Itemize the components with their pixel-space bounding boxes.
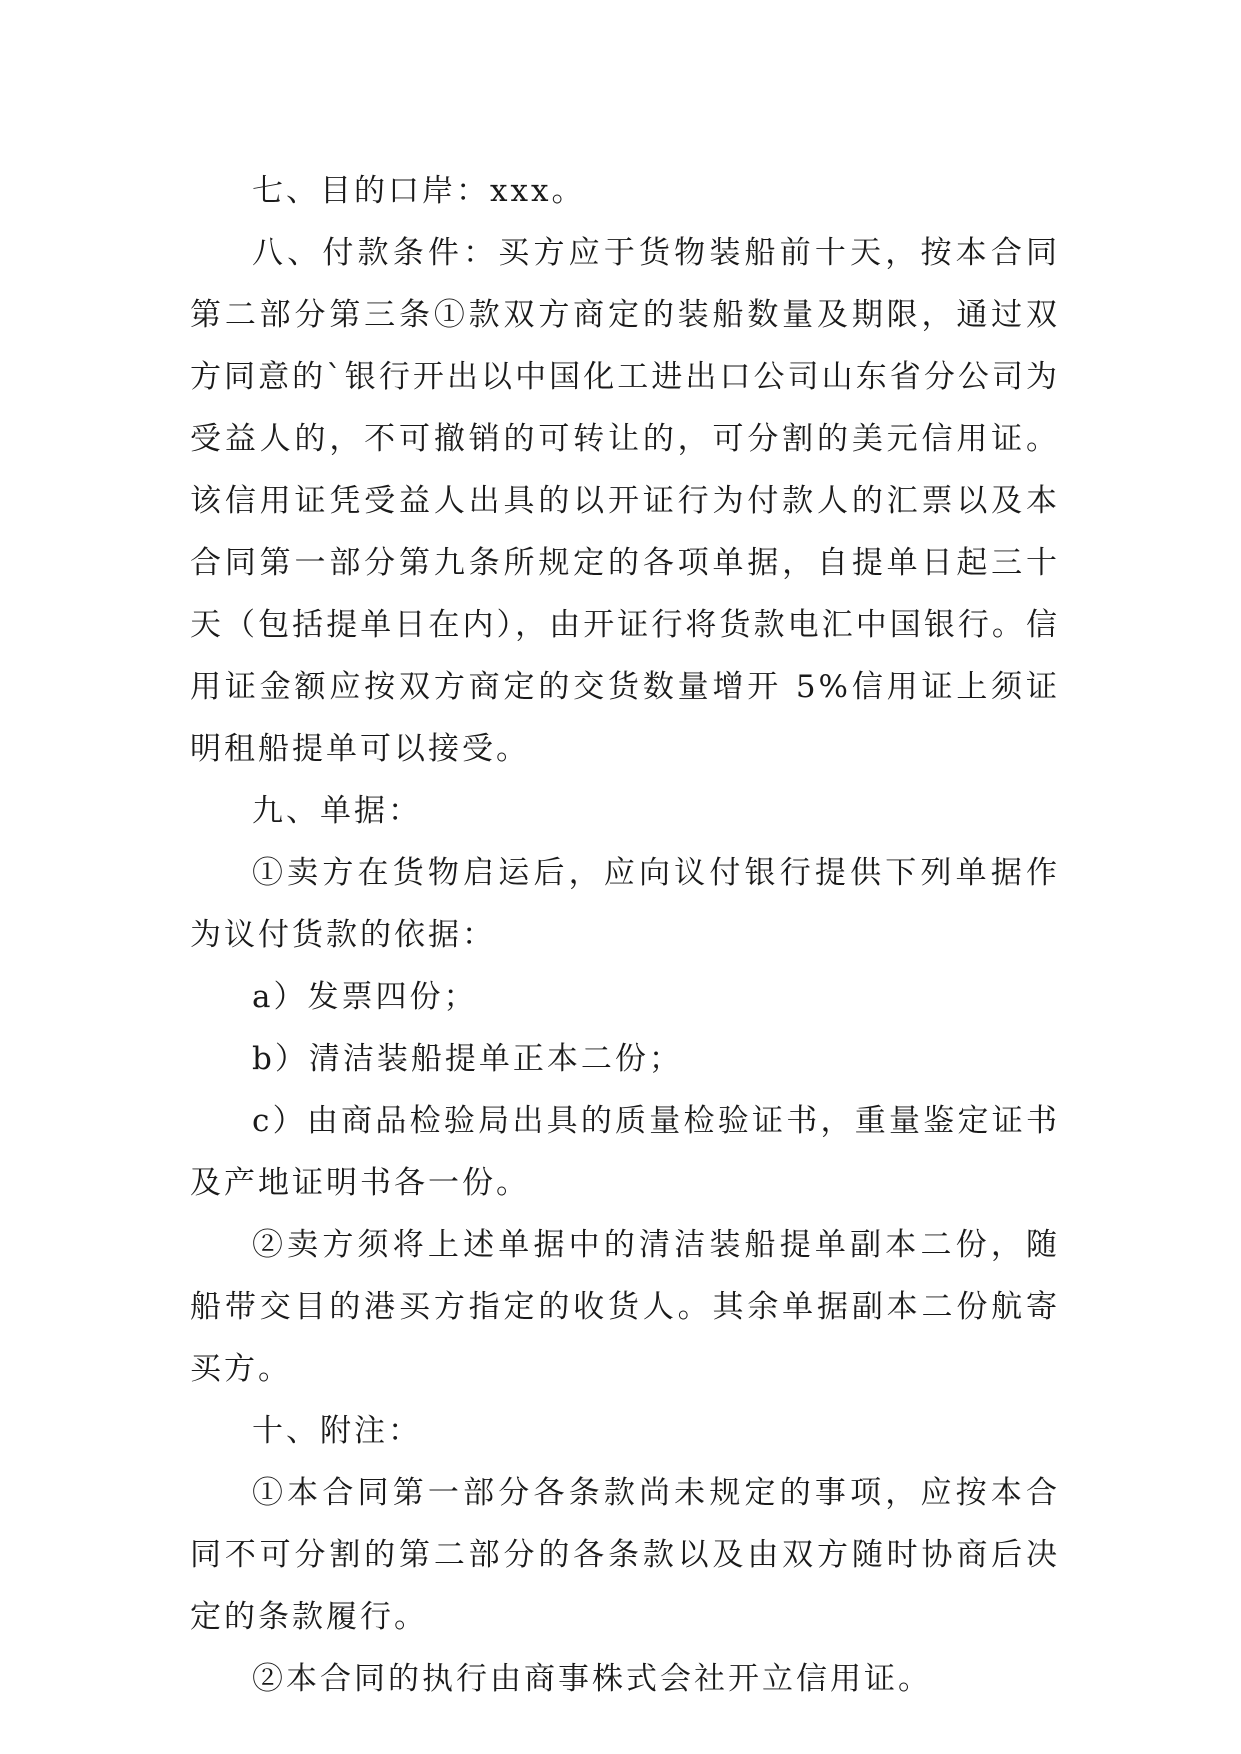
- paragraph-documents-item-a: a）发票四份；: [252, 979, 478, 1015]
- paragraph-documents-item-1: ①卖方在货物启运后，应向议付银行提供下列单据作为议付货款的依据：: [190, 855, 1060, 953]
- paragraph-documents-item-2: ②卖方须将上述单据中的清洁装船提单副本二份，随船带交目的港买方指定的收货人。其余单据副本二份航寄买方。: [190, 1227, 1060, 1387]
- paragraph-notes-item-2: ②本合同的执行由商事株式会社开立信用证。: [252, 1661, 932, 1697]
- paragraph-destination-port: 七、目的口岸：xxx。: [252, 173, 586, 209]
- paragraph-documents-item-b: b）清洁装船提单正本二份；: [252, 1041, 683, 1077]
- paragraph-payment-terms: 八、付款条件：买方应于货物装船前十天，按本合同第二部分第三条①款双方商定的装船数量及期限，通过双方同意的`银行开出以中国化工进出口公司山东省分公司为受益人的，不可撤销的可转让的，可分割的美元信用证。该信用证凭受益人出具的以开证行为付款人的汇票以及本合同第一部分第九条所规定的各项单据，自提单日起三十天（包括提单日在内），由开证行将货款电汇中国银行。信用证金额应按双方商定的交货数量增开 5%信用证上须证明租船提单可以接受。: [190, 235, 1060, 767]
- document-body: [190, 160, 1060, 1710]
- paragraph-documents-heading: 九、单据：: [252, 793, 422, 829]
- paragraph-documents-item-c: c）由商品检验局出具的质量检验证书，重量鉴定证书及产地证明书各一份。: [190, 1103, 1060, 1201]
- paragraph-notes-heading: 十、附注：: [252, 1413, 422, 1449]
- paragraph-notes-item-1: ①本合同第一部分各条款尚未规定的事项，应按本合同不可分割的第二部分的各条款以及由双方随时协商后决定的条款履行。: [190, 1475, 1060, 1635]
